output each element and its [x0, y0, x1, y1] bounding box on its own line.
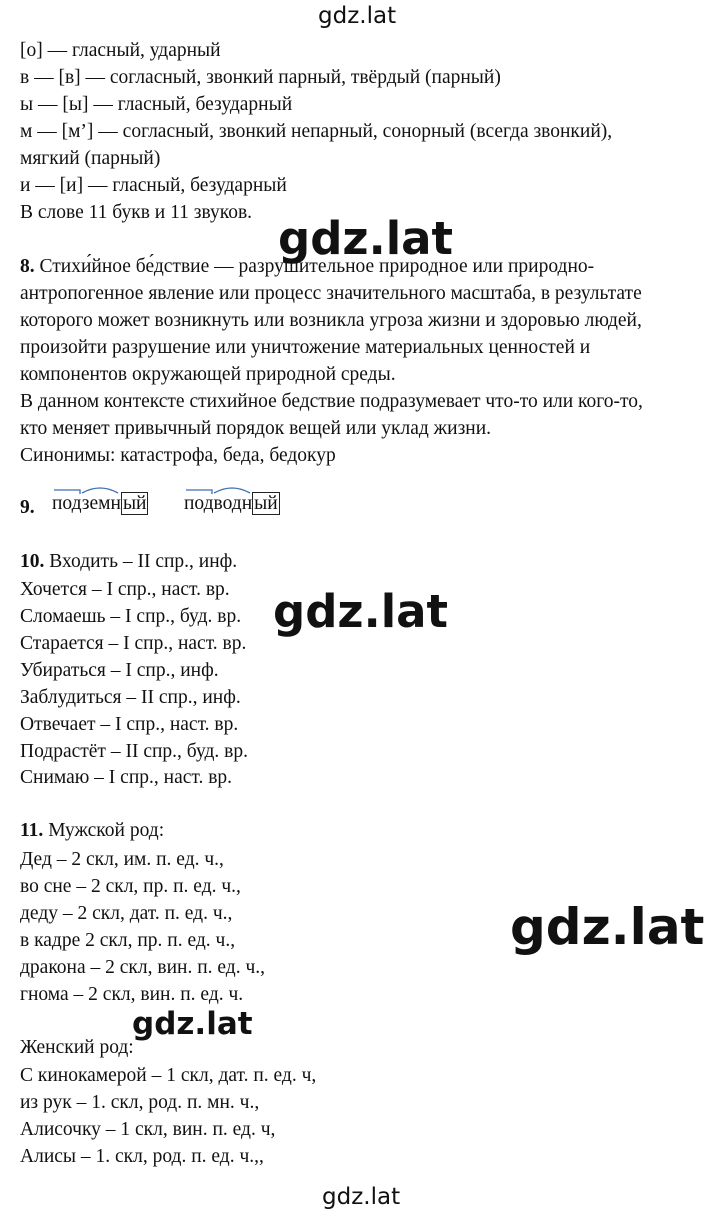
prefix: под: [52, 493, 82, 514]
morpheme-word: [184, 493, 280, 515]
ending: ый: [254, 493, 278, 514]
ending: ый: [122, 493, 147, 514]
verb-line: Отвечает – I спр., наст. вр.: [20, 714, 239, 735]
verb-line: Хочется – I спр., наст. вр.: [20, 579, 230, 600]
verb-line: Убираться – I спр., инф.: [20, 660, 219, 681]
verb-line: 10. Входить – II спр., инф.: [20, 551, 238, 572]
noun-line: Дед – 2 скл, им. п. ед. ч.,: [20, 849, 224, 870]
noun-line: деду – 2 скл, дат. п. ед. ч.,: [20, 903, 233, 924]
noun-line: С кинокамерой – 1 скл, дат. п. ед. ч,: [20, 1065, 317, 1086]
morpheme-marks: [52, 484, 147, 496]
phonetic-summary: В слове 11 букв и 11 звуков.: [20, 202, 253, 223]
watermark-bottom: gdz.lat: [322, 1184, 401, 1210]
phonetic-line: м — [м’] — согласный, звонкий непарный, сонорный (всегда звонкий),: [20, 121, 613, 142]
synonyms-line: Синонимы: катастрофа, беда, бедокур: [20, 445, 336, 466]
task-number: 10.: [20, 551, 45, 572]
task-number: 11.: [20, 820, 44, 841]
noun-line: из рук – 1. скл, род. п. мн. ч.,: [20, 1092, 260, 1113]
verb-line: Старается – I спр., наст. вр.: [20, 633, 247, 654]
phonetic-line: ы — [ы] — гласный, безударный: [20, 94, 293, 115]
definition-text: Стихи́йное бе́дствие — разрушительное природное или природно-: [39, 256, 595, 277]
verb-line: Снимаю – I спр., наст. вр.: [20, 767, 233, 788]
watermark: gdz.lat: [510, 898, 705, 956]
task-number: 8.: [20, 256, 35, 277]
task-number: 9.: [20, 497, 35, 518]
noun-line: Алисочку – 1 скл, вин. п. ед. ч,: [20, 1119, 276, 1140]
morpheme-word: [52, 493, 148, 515]
definition-line: компонентов окружающей природной среды.: [20, 364, 396, 385]
watermark-top: gdz.lat: [318, 3, 397, 29]
root: земн: [81, 493, 121, 514]
phonetic-line: и — [и] — гласный, безударный: [20, 175, 287, 196]
noun-line: в кадре 2 скл, пр. п. ед. ч.,: [20, 930, 236, 951]
noun-line: дракона – 2 скл, вин. п. ед. ч.,: [20, 957, 266, 978]
definition-line: которого может возникнуть или возникла угроза жизни и здоровью людей,: [20, 310, 642, 331]
noun-line: Алисы – 1. скл, род. п. ед. ч.,,: [20, 1146, 264, 1167]
definition-line: антропогенное явление или процесс значительного масштаба, в результате: [20, 283, 642, 304]
feminine-header: Женский род:: [20, 1037, 134, 1058]
watermark: gdz.lat: [278, 212, 454, 265]
prefix: под: [184, 493, 214, 514]
definition-line: В данном контексте стихийное бедствие подразумевает что-то или кого-то,: [20, 391, 643, 412]
definition-line: [20, 253, 594, 280]
phonetic-line: [о] — гласный, ударный: [20, 40, 221, 61]
verb-line: Подрастёт – II спр., буд. вр.: [20, 741, 248, 762]
root: водн: [213, 493, 253, 514]
verb-line: Заблудиться – II спр., инф.: [20, 687, 241, 708]
masculine-header: 11. Мужской род:: [20, 820, 165, 841]
morpheme-marks: [184, 484, 279, 496]
phonetic-line: в — [в] — согласный, звонкий парный, твёрдый (парный): [20, 67, 501, 88]
noun-line: во сне – 2 скл, пр. п. ед. ч.,: [20, 876, 241, 897]
phonetic-line: мягкий (парный): [20, 148, 161, 169]
verb-line: Сломаешь – I спр., буд. вр.: [20, 606, 242, 627]
definition-line: произойти разрушение или уничтожение материальных ценностей и: [20, 337, 591, 358]
watermark: gdz.lat: [273, 585, 449, 638]
watermark: gdz.lat: [130, 1006, 259, 1042]
definition-line: кто меняет привычный порядок вещей или уклад жизни.: [20, 418, 492, 439]
noun-line: гнома – 2 скл, вин. п. ед. ч.: [20, 984, 244, 1005]
